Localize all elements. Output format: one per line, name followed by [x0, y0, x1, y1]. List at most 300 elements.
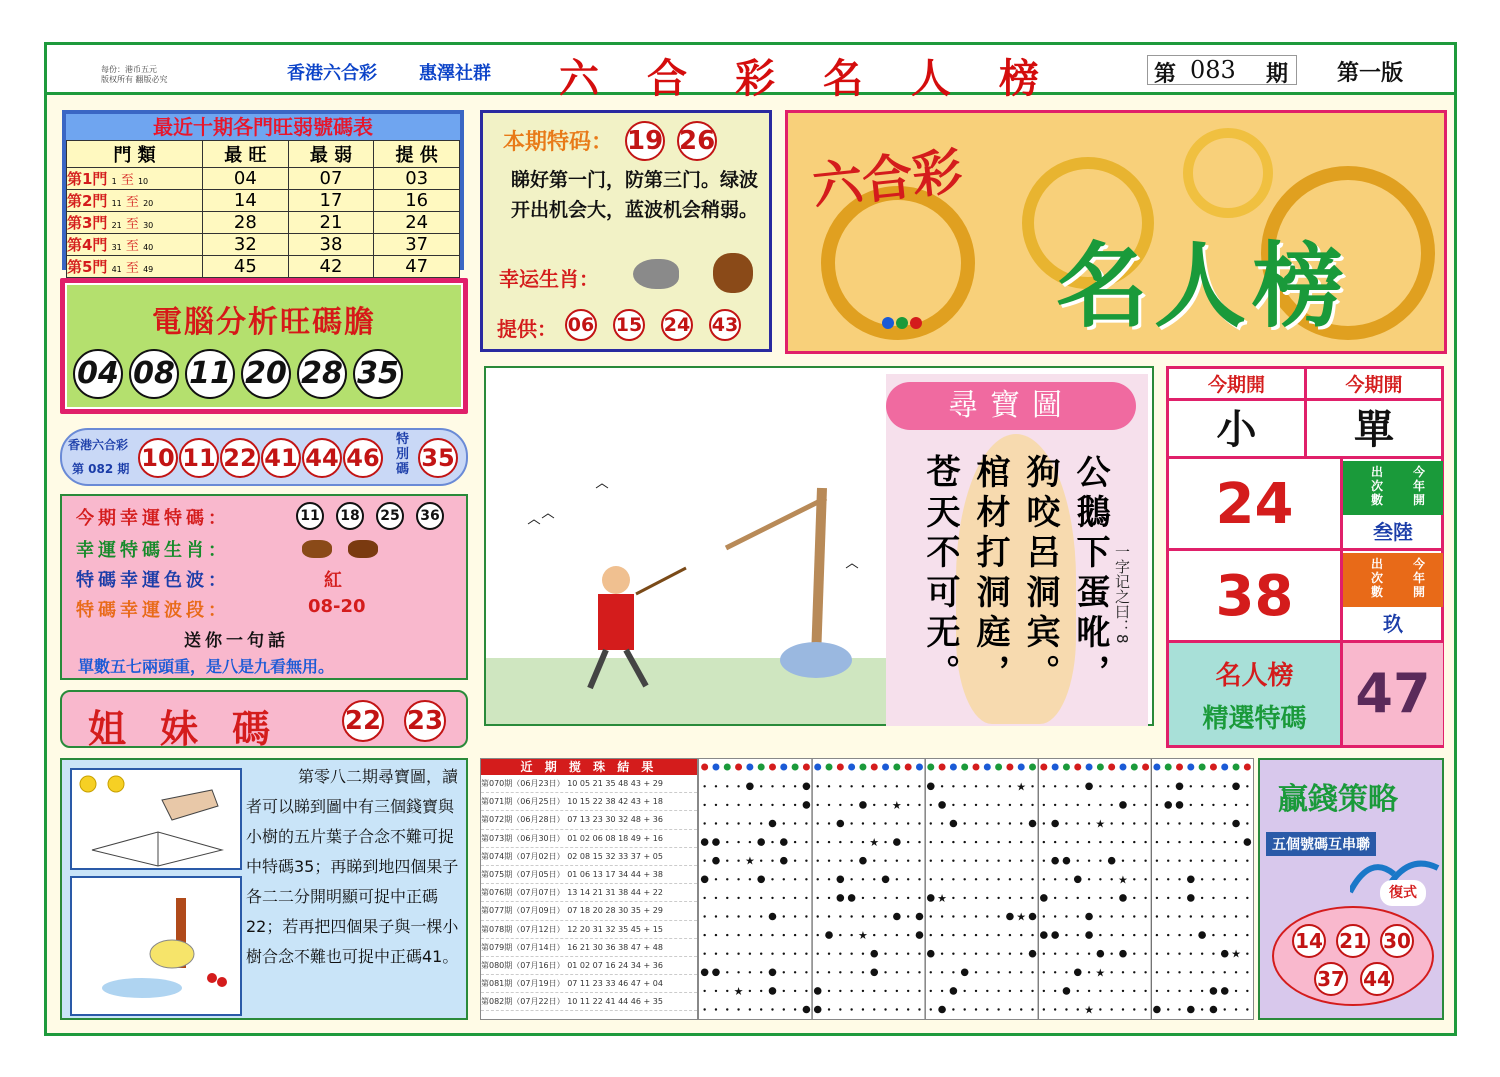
empty-dot — [839, 860, 841, 862]
empty-dot — [1065, 1008, 1067, 1010]
empty-dot — [1190, 971, 1192, 973]
drawn-dot — [950, 820, 958, 828]
empty-dot — [1144, 822, 1146, 824]
special-star: ★ — [733, 984, 744, 998]
computer-numbers — [73, 349, 403, 399]
empty-dot — [1054, 804, 1056, 806]
empty-dot — [828, 971, 830, 973]
lucky-panel: 今期幸運特碼： 11 18 25 36 幸運特碼生肖： 特碼幸運色波： 紅 特碼幸運波段： 08-20 送你一句話 單數五七兩頭重，是八是九看無用。 — [60, 494, 468, 680]
empty-dot — [1020, 878, 1022, 880]
empty-dot — [952, 841, 954, 843]
header-ball — [769, 764, 776, 771]
empty-dot — [828, 860, 830, 862]
drawn-dot — [1221, 987, 1229, 995]
header-ball — [837, 764, 844, 771]
header-ball — [814, 764, 821, 771]
drawn-dot — [837, 876, 845, 884]
empty-dot — [1077, 990, 1079, 992]
empty-dot — [726, 860, 728, 862]
empty-dot — [1020, 971, 1022, 973]
scroll-panel — [886, 374, 1148, 726]
empty-dot — [941, 860, 943, 862]
empty-dot — [896, 1008, 898, 1010]
empty-dot — [783, 804, 785, 806]
empty-dot — [783, 1008, 785, 1010]
empty-dot — [941, 841, 943, 843]
drawn-dot — [1244, 838, 1252, 846]
empty-dot — [715, 915, 717, 917]
empty-dot — [1110, 934, 1112, 936]
empty-dot — [862, 878, 864, 880]
empty-dot — [1043, 822, 1045, 824]
empty-dot — [805, 897, 807, 899]
empty-dot — [1020, 897, 1022, 899]
empty-dot — [805, 990, 807, 992]
header-ball — [1086, 764, 1093, 771]
empty-dot — [1224, 915, 1226, 917]
empty-dot — [726, 785, 728, 787]
empty-dot — [760, 822, 762, 824]
table-row: 第080期（07月16日） 01 02 07 16 24 34 + 36 — [481, 957, 697, 975]
drawn-dot — [1108, 857, 1116, 865]
drawn-dot — [1176, 801, 1184, 809]
header-ball — [1187, 764, 1194, 771]
drawn-dot — [916, 931, 924, 939]
empty-dot — [817, 971, 819, 973]
number-ball: 26 — [677, 121, 717, 161]
price-note: 每份：港币五元 版权所有 翻版必究 — [101, 65, 168, 84]
empty-dot — [1190, 822, 1192, 824]
banner-line2: 名人榜 — [1056, 232, 1351, 340]
drawn-dot — [893, 838, 901, 846]
empty-dot — [817, 841, 819, 843]
empty-dot — [828, 804, 830, 806]
number-ball: 15 — [613, 309, 645, 341]
empty-dot — [1133, 934, 1135, 936]
empty-dot — [1065, 915, 1067, 917]
empty-dot — [850, 953, 852, 955]
rabbit-icon — [633, 259, 679, 289]
empty-dot — [1235, 990, 1237, 992]
drawn-dot — [1040, 931, 1048, 939]
empty-dot — [726, 915, 728, 917]
header-ball — [961, 764, 968, 771]
drawn-dot — [1063, 857, 1071, 865]
empty-dot — [1201, 971, 1203, 973]
empty-dot — [952, 878, 954, 880]
empty-dot — [850, 878, 852, 880]
empty-dot — [703, 897, 705, 899]
empty-dot — [760, 804, 762, 806]
empty-dot — [1201, 841, 1203, 843]
empty-dot — [1065, 804, 1067, 806]
empty-dot — [1088, 897, 1090, 899]
number-ball: 44 — [302, 438, 342, 478]
empty-dot — [907, 897, 909, 899]
empty-dot — [952, 953, 954, 955]
empty-dot — [896, 953, 898, 955]
empty-dot — [1133, 990, 1135, 992]
empty-dot — [1156, 971, 1158, 973]
header-ball — [973, 764, 980, 771]
empty-dot — [1122, 934, 1124, 936]
empty-dot — [963, 897, 965, 899]
drawn-dot — [1097, 950, 1105, 958]
empty-dot — [963, 878, 965, 880]
empty-dot — [1122, 822, 1124, 824]
empty-dot — [1077, 1008, 1079, 1010]
empty-dot — [907, 804, 909, 806]
empty-dot — [975, 953, 977, 955]
empty-dot — [715, 878, 717, 880]
empty-dot — [1065, 934, 1067, 936]
empty-dot — [1246, 971, 1248, 973]
empty-dot — [1246, 785, 1248, 787]
empty-dot — [760, 990, 762, 992]
empty-dot — [986, 804, 988, 806]
empty-dot — [1201, 878, 1203, 880]
drawn-dot — [837, 820, 845, 828]
empty-dot — [1246, 878, 1248, 880]
empty-dot — [794, 841, 796, 843]
famous-pick-box: 名人榜 精選特碼 — [1169, 643, 1343, 745]
empty-dot — [986, 860, 988, 862]
empty-dot — [1156, 990, 1158, 992]
empty-dot — [952, 915, 954, 917]
empty-dot — [997, 953, 999, 955]
empty-dot — [1144, 878, 1146, 880]
special-label: 特別碼 — [396, 432, 410, 477]
header-ball — [1029, 764, 1036, 771]
empty-dot — [1088, 804, 1090, 806]
strategy-title: 贏錢策略 — [1278, 782, 1398, 817]
empty-dot — [794, 1008, 796, 1010]
empty-dot — [941, 785, 943, 787]
empty-dot — [794, 878, 796, 880]
empty-dot — [907, 953, 909, 955]
tiger-icon — [302, 540, 332, 558]
empty-dot — [1043, 804, 1045, 806]
empty-dot — [997, 785, 999, 787]
empty-dot — [760, 1008, 762, 1010]
empty-dot — [1122, 915, 1124, 917]
empty-dot — [817, 804, 819, 806]
empty-dot — [873, 878, 875, 880]
empty-dot — [737, 822, 739, 824]
empty-dot — [1246, 804, 1248, 806]
empty-dot — [1212, 915, 1214, 917]
drawn-dot — [870, 969, 878, 977]
empty-dot — [1167, 1008, 1169, 1010]
hot-number-2: 38 — [1169, 551, 1343, 643]
empty-dot — [1065, 822, 1067, 824]
empty-dot — [907, 841, 909, 843]
header-ball — [905, 764, 912, 771]
special-star: ★ — [1231, 947, 1241, 961]
empty-dot — [760, 897, 762, 899]
empty-dot — [783, 915, 785, 917]
empty-dot — [850, 915, 852, 917]
empty-dot — [941, 915, 943, 917]
empty-dot — [1224, 822, 1226, 824]
empty-dot — [1201, 915, 1203, 917]
special-star: ★ — [1016, 780, 1027, 794]
empty-dot — [1031, 804, 1033, 806]
empty-dot — [963, 860, 965, 862]
number-ball: 10 — [138, 438, 178, 478]
table-row: 第081期（07月19日） 07 11 23 33 46 47 + 04 — [481, 975, 697, 993]
number-ball: 06 — [565, 309, 597, 341]
empty-dot — [1212, 878, 1214, 880]
empty-dot — [930, 915, 932, 917]
empty-dot — [884, 934, 886, 936]
empty-dot — [760, 971, 762, 973]
header-ball — [882, 764, 889, 771]
empty-dot — [1201, 1008, 1203, 1010]
empty-dot — [907, 1008, 909, 1010]
empty-dot — [1110, 915, 1112, 917]
table-row: 第079期（07月14日） 16 21 30 36 38 47 + 48 — [481, 939, 697, 957]
empty-dot — [1009, 841, 1011, 843]
empty-dot — [941, 953, 943, 955]
empty-dot — [963, 841, 965, 843]
empty-dot — [1178, 990, 1180, 992]
explain-text: 第零八二期尋寶圖，讀者可以睇到圖中有三個錢寶與小樹的五片葉子合念不難可捉中特碼35；再睇到地四個果子各二二分開明顯可捉中正碼22；若再把四個果子與一棵小樹合念不難也可捉中正碼41。 — [246, 767, 459, 966]
empty-dot — [1201, 822, 1203, 824]
empty-dot — [771, 897, 773, 899]
empty-dot — [1009, 860, 1011, 862]
drawn-dot — [1119, 950, 1127, 958]
empty-dot — [737, 897, 739, 899]
drawn-dot — [1085, 913, 1093, 921]
number-ball: 11 — [296, 502, 324, 530]
empty-dot — [715, 822, 717, 824]
empty-dot — [1224, 897, 1226, 899]
drawn-dot — [701, 838, 709, 846]
empty-dot — [794, 822, 796, 824]
empty-dot — [805, 860, 807, 862]
right-panel: 今期開 今期開 小 單 24 出次數 今年開 叁陸 38 出次數 今年開 玖 名人榜 精選特碼 47 — [1166, 366, 1444, 748]
header-ball — [803, 764, 810, 771]
empty-dot — [1054, 990, 1056, 992]
header-ball — [758, 764, 765, 771]
drawn-dot — [712, 857, 720, 865]
empty-dot — [737, 1008, 739, 1010]
empty-dot — [1054, 785, 1056, 787]
community-label: 惠澤社群 — [419, 63, 491, 84]
empty-dot — [975, 971, 977, 973]
empty-dot — [726, 971, 728, 973]
empty-dot — [1031, 878, 1033, 880]
special-star: ★ — [858, 929, 868, 943]
drawn-dot — [825, 931, 833, 939]
empty-dot — [930, 971, 932, 973]
empty-dot — [1099, 841, 1101, 843]
empty-dot — [873, 990, 875, 992]
empty-dot — [963, 915, 965, 917]
number-ball: 28 — [297, 349, 347, 399]
table-row: 第2門 11 至 20 14 17 16 — [67, 190, 460, 212]
banner-line1: 六合彩 — [809, 141, 966, 216]
empty-dot — [1190, 915, 1192, 917]
empty-dot — [1088, 953, 1090, 955]
empty-dot — [1031, 971, 1033, 973]
empty-dot — [1009, 990, 1011, 992]
empty-dot — [1020, 1008, 1022, 1010]
drawn-dot — [859, 857, 867, 865]
empty-dot — [771, 953, 773, 955]
issue-box: 第 083 期 — [1147, 55, 1297, 85]
empty-dot — [1235, 915, 1237, 917]
empty-dot — [749, 990, 751, 992]
empty-dot — [715, 1008, 717, 1010]
empty-dot — [1178, 897, 1180, 899]
empty-dot — [1178, 915, 1180, 917]
empty-dot — [703, 860, 705, 862]
header-ball — [1006, 764, 1013, 771]
empty-dot — [1088, 860, 1090, 862]
header-ball — [950, 764, 957, 771]
empty-dot — [1201, 860, 1203, 862]
header-ball — [1063, 764, 1070, 771]
drawn-dot — [701, 876, 709, 884]
empty-dot — [930, 822, 932, 824]
empty-dot — [703, 953, 705, 955]
empty-dot — [1156, 860, 1158, 862]
sister-panel — [60, 690, 468, 751]
header-ball — [848, 764, 855, 771]
drawn-dot — [938, 801, 946, 809]
empty-dot — [941, 971, 943, 973]
empty-dot — [997, 822, 999, 824]
empty-dot — [1043, 860, 1045, 862]
special-star: ★ — [869, 836, 880, 850]
empty-dot — [1156, 804, 1158, 806]
hk-label: 香港六合彩 — [287, 63, 377, 84]
empty-dot — [828, 897, 830, 899]
drawn-dot — [1074, 969, 1082, 977]
empty-dot — [963, 822, 965, 824]
empty-dot — [1077, 860, 1079, 862]
empty-dot — [975, 990, 977, 992]
empty-dot — [1212, 822, 1214, 824]
empty-dot — [975, 785, 977, 787]
empty-dot — [1235, 804, 1237, 806]
banner-panel — [785, 110, 1447, 354]
empty-dot — [1009, 822, 1011, 824]
empty-dot — [1235, 878, 1237, 880]
number-ball: 30 — [1380, 924, 1414, 958]
empty-dot — [1077, 785, 1079, 787]
empty-dot — [1043, 915, 1045, 917]
pick-number: 47 — [1343, 643, 1443, 745]
empty-dot — [1201, 953, 1203, 955]
empty-dot — [997, 990, 999, 992]
empty-dot — [1167, 953, 1169, 955]
empty-dot — [749, 822, 751, 824]
number-ball: 19 — [625, 121, 665, 161]
empty-dot — [749, 953, 751, 955]
empty-dot — [1110, 804, 1112, 806]
number-ball: 18 — [336, 502, 364, 530]
drawn-dot — [961, 969, 969, 977]
drawn-dot — [848, 894, 856, 902]
empty-dot — [1031, 785, 1033, 787]
header-ball — [1221, 764, 1228, 771]
issue-number: 083 — [1190, 56, 1236, 84]
number-ball: 14 — [1292, 924, 1326, 958]
empty-dot — [1088, 822, 1090, 824]
empty-dot — [1043, 990, 1045, 992]
empty-dot — [1246, 897, 1248, 899]
empty-dot — [1246, 860, 1248, 862]
empty-dot — [918, 897, 920, 899]
empty-dot — [737, 804, 739, 806]
empty-dot — [1099, 990, 1101, 992]
empty-dot — [749, 971, 751, 973]
empty-dot — [1099, 860, 1101, 862]
empty-dot — [997, 804, 999, 806]
empty-dot — [997, 897, 999, 899]
empty-dot — [1077, 915, 1079, 917]
drawn-dot — [1187, 1006, 1195, 1014]
empty-dot — [1054, 971, 1056, 973]
drawn-dot — [803, 783, 811, 791]
drawn-dot — [814, 1006, 822, 1014]
empty-dot — [952, 934, 954, 936]
empty-dot — [986, 934, 988, 936]
empty-dot — [1167, 785, 1169, 787]
empty-dot — [726, 822, 728, 824]
empty-dot — [726, 1008, 728, 1010]
header-ball — [859, 764, 866, 771]
empty-dot — [794, 934, 796, 936]
empty-dot — [997, 934, 999, 936]
number-ball: 11 — [185, 349, 235, 399]
drawn-dot — [927, 783, 935, 791]
header-ball — [746, 764, 753, 771]
last-draw-numbers — [138, 438, 383, 478]
book-illustration — [70, 768, 242, 870]
empty-dot — [1133, 1008, 1135, 1010]
empty-dot — [1077, 841, 1079, 843]
empty-dot — [737, 934, 739, 936]
empty-dot — [975, 822, 977, 824]
empty-dot — [963, 804, 965, 806]
empty-dot — [896, 897, 898, 899]
empty-dot — [1031, 990, 1033, 992]
empty-dot — [986, 953, 988, 955]
empty-dot — [839, 915, 841, 917]
empty-dot — [794, 897, 796, 899]
empty-dot — [1235, 860, 1237, 862]
empty-dot — [1110, 990, 1112, 992]
empty-dot — [1224, 841, 1226, 843]
empty-dot — [1212, 934, 1214, 936]
drawn-dot — [769, 913, 777, 921]
number-ball: 46 — [343, 438, 383, 478]
empty-dot — [1077, 822, 1079, 824]
empty-dot — [1065, 971, 1067, 973]
empty-dot — [1099, 915, 1101, 917]
empty-dot — [1009, 804, 1011, 806]
empty-dot — [952, 804, 954, 806]
header-ball — [1097, 764, 1104, 771]
scene-icon — [72, 878, 240, 1014]
drawn-dot — [837, 894, 845, 902]
table-row: 第4門 31 至 40 32 38 37 — [67, 234, 460, 256]
empty-dot — [783, 953, 785, 955]
